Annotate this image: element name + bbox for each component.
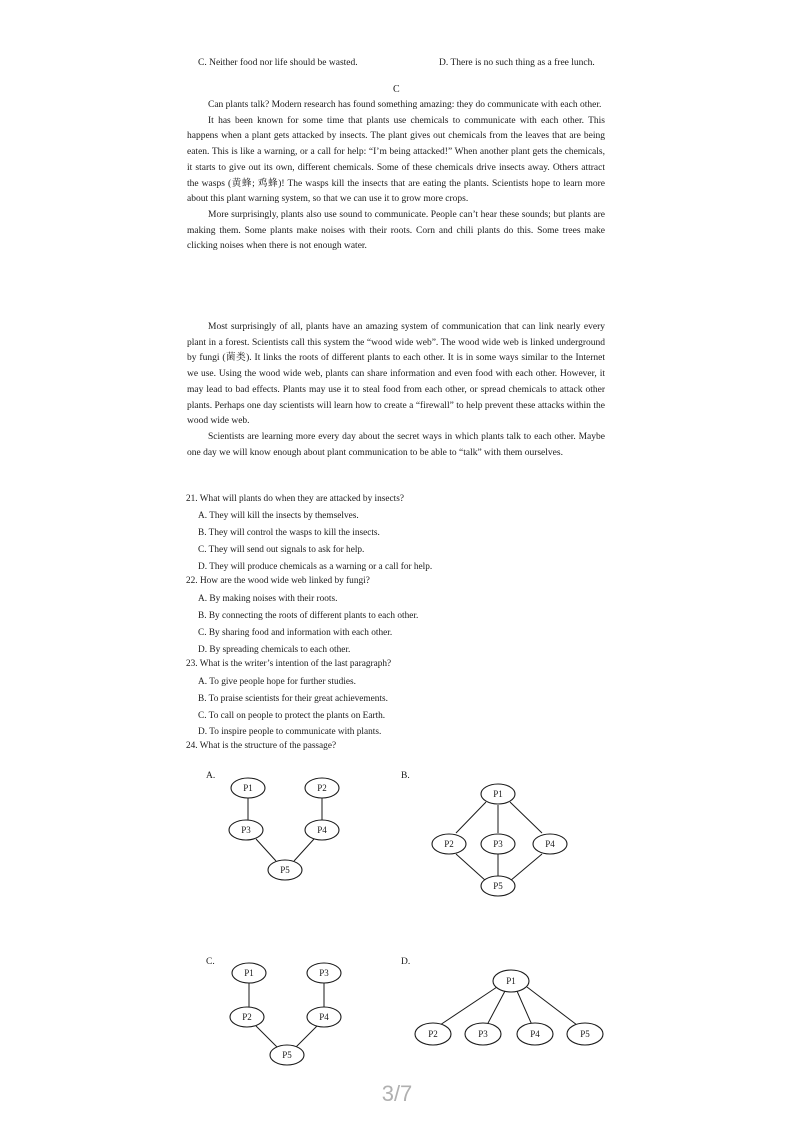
diagram-d [405, 962, 615, 1052]
passage-paragraph-2: It has been known for some time that plants use chemicals to communicate with each other. This happens when a plant gets attacked by insects. The plant gives out chemicals from the leaves that are being eaten. This is like a warning, or a call for help: “I’m being attacked!” When another plant gets the chemicals, it starts to give out its own, different chemicals. Some of these chemicals drive insects away. Others attract the wasps (黄蜂; 鸡蜂)! The wasps kill the insects that are eating the plants. Scientists hope to learn more about this plant warning system, so that we can use it to grow more crops. [187, 115, 605, 205]
question-21-option-d: D. They will produce chemicals as a warning or a call for help. [198, 562, 433, 572]
section-heading: C [393, 84, 400, 95]
diagram-d-edge [517, 991, 532, 1025]
diagram-c-node-label: P4 [319, 1012, 329, 1022]
diagram-a-node-label: P2 [317, 783, 327, 793]
passage-paragraph-1: Can plants talk? Modern research has found something amazing: they do communicate with each other. [208, 100, 602, 110]
diagram-a-node-label: P5 [280, 865, 290, 875]
question-23-stem: 23. What is the writer’s intention of the last paragraph? [186, 659, 392, 669]
diagram-c-node-label: P5 [282, 1050, 292, 1060]
passage-top [187, 98, 605, 255]
passage-paragraph-5: Scientists are learning more every day about the secret ways in which plants talk to each other. Maybe one day we will know enough about plant communication to be able to “talk” with them ourselves. [187, 431, 605, 458]
prev-option-d: D. There is no such thing as a free lunch. [439, 58, 595, 68]
diagram-d-edge [440, 987, 497, 1025]
diagram-a-node-label: P4 [317, 825, 327, 835]
question-23-option-a: A. To give people hope for further studies. [198, 677, 356, 687]
question-22-option-c: C. By sharing food and information with each other. [198, 628, 393, 638]
passage-paragraph-4: Most surprisingly of all, plants have an amazing system of communication that can link nearly every plant in a forest. Scientists call this system the “wood wide web”. The wood wide web is linked underground by fungi (菌类). It links the roots of different plants to each other. It is in some ways similar to the Internet we use. Using the wood wide web, plants can share information and even food with each other. However, it may lead to bad effects. Plants may use it to steal food from each other, or spread chemicals to attack other plants. Perhaps one day scientists will learn how to create a “firewall” to help prevent these attacks within the wood wide web. [187, 322, 605, 427]
diagram-a-label: A. [206, 771, 216, 781]
diagram-a [200, 765, 380, 885]
prev-option-c: C. Neither food nor life should be wasted. [198, 58, 358, 68]
question-23-option-c: C. To call on people to protect the plants on Earth. [198, 711, 386, 721]
question-23-option-d: D. To inspire people to communicate with plants. [198, 727, 382, 737]
diagram-d-node-label: P1 [506, 976, 516, 986]
diagram-d-label: D. [401, 957, 411, 967]
question-24-stem: 24. What is the structure of the passage? [186, 741, 337, 751]
diagram-b-node-label: P1 [493, 789, 503, 799]
diagram-d-node-label: P5 [580, 1029, 590, 1039]
passage-paragraph-3: More surprisingly, plants also use sound to communicate. People can’t hear these sounds; but plants are making them. Some plants make noises with their roots. Corn and chili plants do this. Some trees make clicking noises when there is not enough water. [187, 209, 605, 252]
diagram-d-edge [487, 991, 505, 1025]
diagram-b [420, 775, 580, 900]
diagram-a-edge [256, 839, 276, 861]
diagram-d-node-label: P3 [478, 1029, 488, 1039]
diagram-c-node-label: P2 [242, 1012, 252, 1022]
page-indicator: 3/7 [381, 1081, 413, 1106]
diagram-d-node-label: P4 [530, 1029, 540, 1039]
diagram-b-edge [456, 854, 486, 881]
question-22-option-a: A. By making noises with their roots. [198, 594, 338, 604]
diagram-c-node-label: P1 [244, 968, 254, 978]
diagram-b-edge [456, 802, 486, 833]
diagram-b-node-label: P4 [545, 839, 555, 849]
diagram-a-edge [294, 839, 314, 861]
passage-bottom [187, 320, 605, 461]
question-22-option-b: B. By connecting the roots of different plants to each other. [198, 611, 419, 621]
diagram-b-label: B. [401, 771, 410, 781]
diagram-b-edge [510, 802, 542, 833]
diagram-d-edge [527, 987, 577, 1025]
question-22-stem: 22. How are the wood wide web linked by fungi? [186, 576, 370, 586]
diagram-c-edge [256, 1026, 277, 1047]
diagram-c-node-label: P3 [319, 968, 329, 978]
diagram-c [200, 955, 380, 1075]
diagram-c-edge [296, 1026, 317, 1047]
diagram-b-node-label: P3 [493, 839, 503, 849]
diagram-b-edge [510, 854, 542, 881]
diagram-a-node-label: P3 [241, 825, 251, 835]
question-22-option-d: D. By spreading chemicals to each other. [198, 645, 351, 655]
diagram-a-node-label: P1 [243, 783, 253, 793]
question-21-option-b: B. They will control the wasps to kill the insects. [198, 528, 380, 538]
diagram-b-node-label: P5 [493, 881, 503, 891]
diagram-b-node-label: P2 [444, 839, 454, 849]
question-21-option-a: A. They will kill the insects by themselves. [198, 511, 359, 521]
question-21-stem: 21. What will plants do when they are attacked by insects? [186, 494, 404, 504]
question-23-option-b: B. To praise scientists for their great achievements. [198, 694, 388, 704]
diagram-d-node-label: P2 [428, 1029, 438, 1039]
diagram-c-label: C. [206, 957, 215, 967]
question-21-option-c: C. They will send out signals to ask for help. [198, 545, 365, 555]
